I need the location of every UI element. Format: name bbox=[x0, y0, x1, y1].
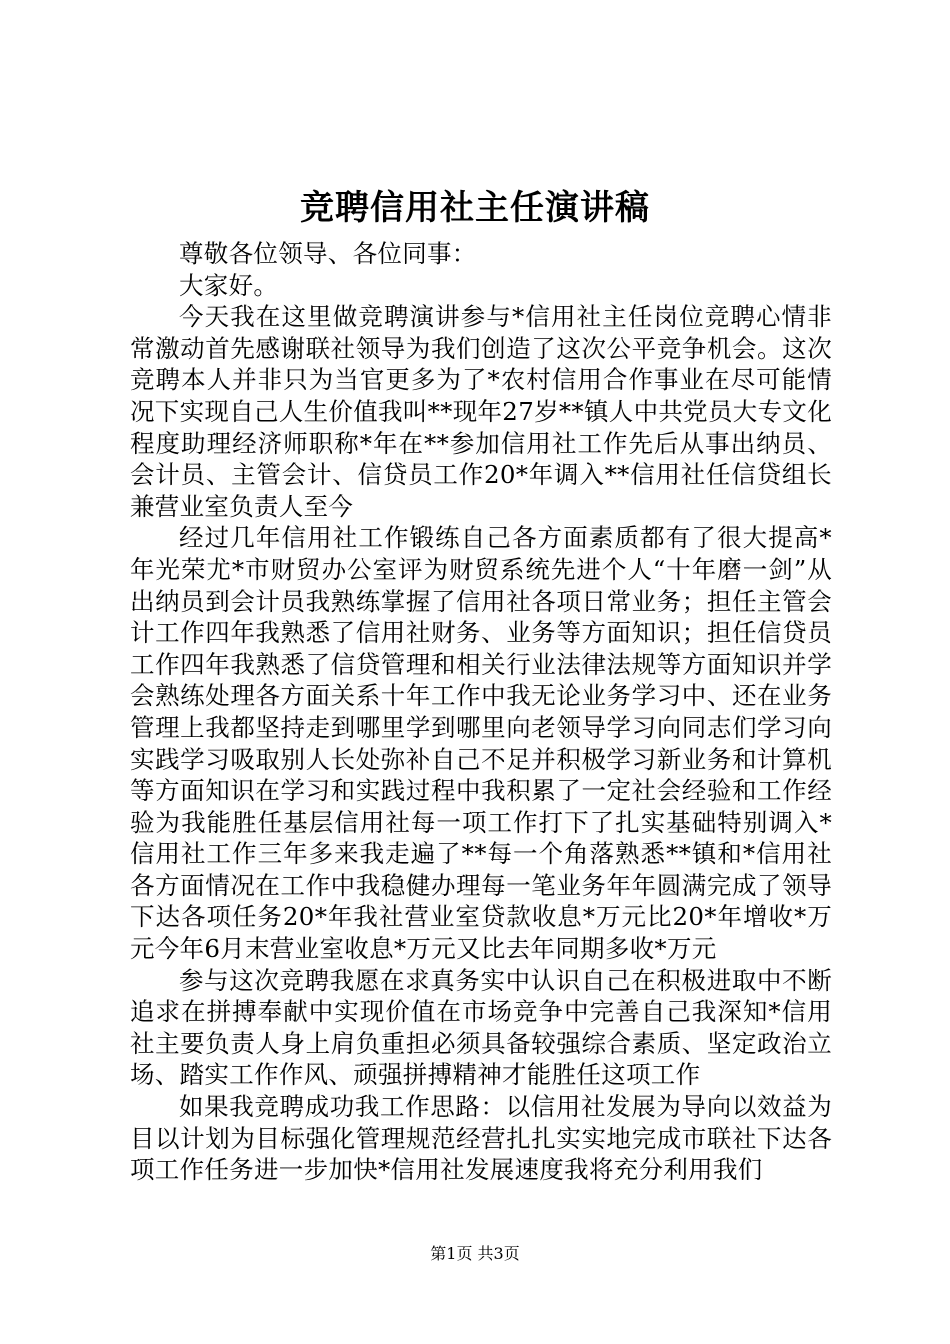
paragraph-motivation: 参与这次竞聘我愿在求真务实中认识自己在积极进取中不断追求在拼搏奉献中实现价值在市场竞争中完善自己我深知*信用社主要负责人身上肩负重担必须具备较强综合素质、坚定政治立场、踏实工作作风、顽强拼搏精神才能胜任这项工作 bbox=[130, 965, 832, 1090]
paragraph-experience: 经过几年信用社工作锻练自己各方面素质都有了很大提高*年光荣尤*市财贸办公室评为财贸系统先进个人“十年磨一剑”从出纳员到会计员我熟练掌握了信用社各项日常业务；担任主管会计工作四年我熟悉了信用社财务、业务等方面知识；担任信贷员工作四年我熟悉了信贷管理和相关行业法律法规等方面知识并学会熟练处理各方面关系十年工作中我无论业务学习中、还在业务管理上我都坚持走到哪里学到哪里向老领导学习向同志们学习向实践学习吸取别人长处弥补自己不足并积极学习新业务和计算机等方面知识在学习和实践过程中我积累了一定社会经验和工作经验为我能胜任基层信用社每一项工作打下了扎实基础特别调入*信用社工作三年多来我走遍了**每一个角落熟悉**镇和*信用社各方面情况在工作中我稳健办理每一笔业务年年圆满完成了领导下达各项任务20*年我社营业室贷款收息*万元比20*年增收*万元今年6月末营业室收息*万元又比去年同期多收*万元 bbox=[130, 523, 832, 964]
document-title: 竞聘信用社主任演讲稿 bbox=[300, 188, 650, 228]
paragraph-greeting: 大家好。 bbox=[179, 270, 279, 300]
document-body bbox=[130, 238, 832, 1186]
paragraph-introduction: 今天我在这里做竞聘演讲参与*信用社主任岗位竞聘心情非常激动首先感谢联社领导为我们创造了这次公平竞争机会。这次竞聘本人并非只为当官更多为了*农村信用合作事业在尽可能情况下实现自己人生价值我叫**现年27岁**镇人中共党员大专文化程度助理经济师职称*年在**参加信用社工作先后从事出纳员、会计员、主管会计、信贷员工作20*年调入**信用社任信贷组长兼营业室负责人至今 bbox=[130, 302, 832, 521]
page-number-footer: 第1页 共3页 bbox=[430, 1244, 520, 1263]
paragraph-salutation: 尊敬各位领导、各位同事： bbox=[179, 239, 477, 268]
paragraph-work-plan: 如果我竞聘成功我工作思路：以信用社发展为导向以效益为目以计划为目标强化管理规范经营扎扎实实地完成市联社下达各项工作任务进一步加快*信用社发展速度我将充分利用我们 bbox=[130, 1092, 832, 1185]
